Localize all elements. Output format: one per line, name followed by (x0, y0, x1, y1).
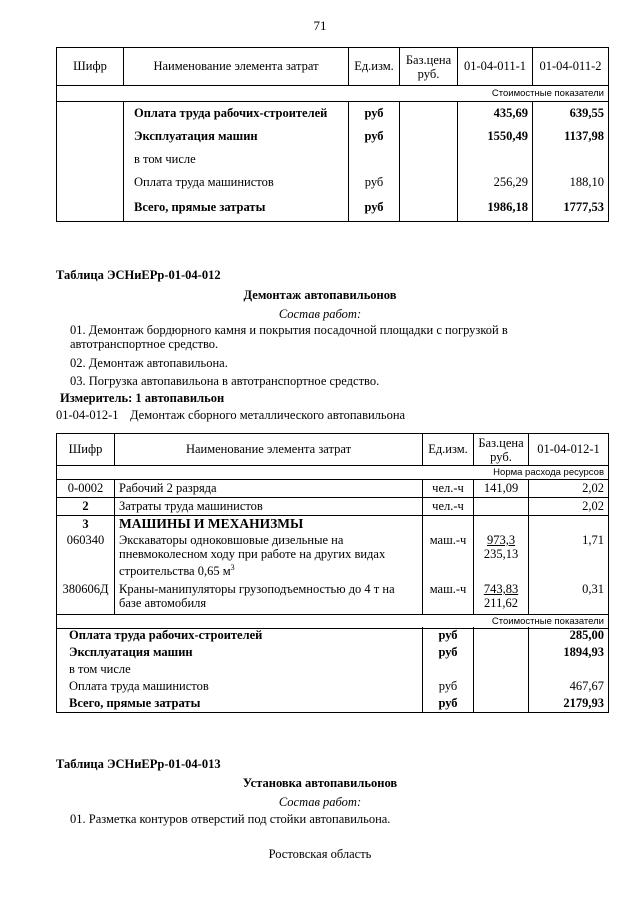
table-row: Оплата труда машинистов руб 467,67 (57, 678, 609, 695)
step-line: 01. Разметка контуров отверстий под стойки автопавильона. (70, 812, 391, 826)
section-title-013: Установка автопавильонов (242, 776, 398, 790)
measure-unit: Измеритель: 1 автопавильон (60, 391, 225, 405)
header-unit: Ед.изм. (349, 48, 400, 86)
table-label-012: Таблица ЭСНиЕРр-01-04-012 (56, 268, 221, 282)
header-name: Наименование элемента затрат (115, 434, 423, 466)
table-row: Всего, прямые затраты руб 1986,18 1777,53 (57, 194, 609, 222)
subheader-row (57, 614, 609, 628)
item-code: 01-04-012-1 (56, 408, 119, 422)
table-row: Эксплуатация машин руб 1894,93 (57, 644, 609, 661)
page-footer: Ростовская область (268, 847, 372, 861)
item-name: Демонтаж сборного металлического автопавильона (130, 408, 406, 422)
step-line: автотранспортное средство. (70, 337, 219, 351)
table-row: Оплата труда рабочих-строителей руб 285,00 (57, 627, 609, 644)
cost-table-011 (56, 47, 609, 222)
subheader-row (57, 86, 609, 102)
header-base-price: Баз.цена руб. (474, 434, 529, 466)
table-row: 3 МАШИНЫ И МЕХАНИЗМЫ (57, 516, 609, 533)
table-row: в том числе (57, 661, 609, 678)
header-base-price: Баз.цена руб. (400, 48, 458, 86)
composition-label-013: Состав работ: (278, 795, 362, 809)
subheader-resource-norms: Норма расхода ресурсов (57, 466, 609, 480)
table-header-row (57, 48, 609, 86)
subheader-row (57, 466, 609, 480)
header-col-1: 01-04-012-1 (529, 434, 609, 466)
table-header-row (57, 434, 609, 466)
table-label-013: Таблица ЭСНиЕРр-01-04-013 (56, 757, 221, 771)
header-col-1: 01-04-011-1 (458, 48, 533, 86)
cost-table-012 (56, 627, 609, 713)
table-row: Эксплуатация машин руб 1550,49 1137,98 (57, 125, 609, 148)
header-code: Шифр (57, 48, 124, 86)
header-col-2: 01-04-011-2 (533, 48, 609, 86)
header-code: Шифр (57, 434, 115, 466)
subheader-cost-indicators: Стоимостные показатели (57, 86, 609, 102)
table-row: 2 Затраты труда машинистов чел.-ч 2,02 (57, 498, 609, 516)
table-row: Оплата труда машинистов руб 256,29 188,10 (57, 171, 609, 194)
composition-label-012: Состав работ: (278, 307, 362, 321)
table-row: Оплата труда рабочих-строителей руб 435,69 639,55 (57, 102, 609, 125)
step-line: 02. Демонтаж автопавильона. (70, 356, 228, 370)
step-line: 01. Демонтаж бордюрного камня и покрытия посадочной площадки с погрузкой в (70, 323, 508, 337)
step-line: 03. Погрузка автопавильона в автотранспортное средство. (70, 374, 380, 388)
resource-table-012 (56, 433, 609, 629)
page-number: 71 (313, 18, 327, 33)
table-row: Всего, прямые затраты руб 2179,93 (57, 695, 609, 712)
table-row: 0-0002 Рабочий 2 разряда чел.-ч 141,09 2,02 (57, 480, 609, 498)
table-row: 060340 Экскаваторы одноковшовые дизельные на пневмоколесном ходу при работе на других видах строительства 0,65 $м^3$ маш.-ч 973,3 235,13 1,71 (57, 532, 609, 582)
table-row: в том числе (57, 148, 609, 171)
header-unit: Ед.изм. (423, 434, 474, 466)
header-name: Наименование элемента затрат (124, 48, 349, 86)
subheader-cost-indicators: Стоимостные показатели (57, 614, 609, 628)
section-title-012: Демонтаж автопавильонов (243, 288, 397, 302)
table-row: 380606Д Краны-манипуляторы грузоподъемностью до 4 т на базе автомобиля маш.-ч 743,83 211,62 0,31 (57, 582, 609, 614)
